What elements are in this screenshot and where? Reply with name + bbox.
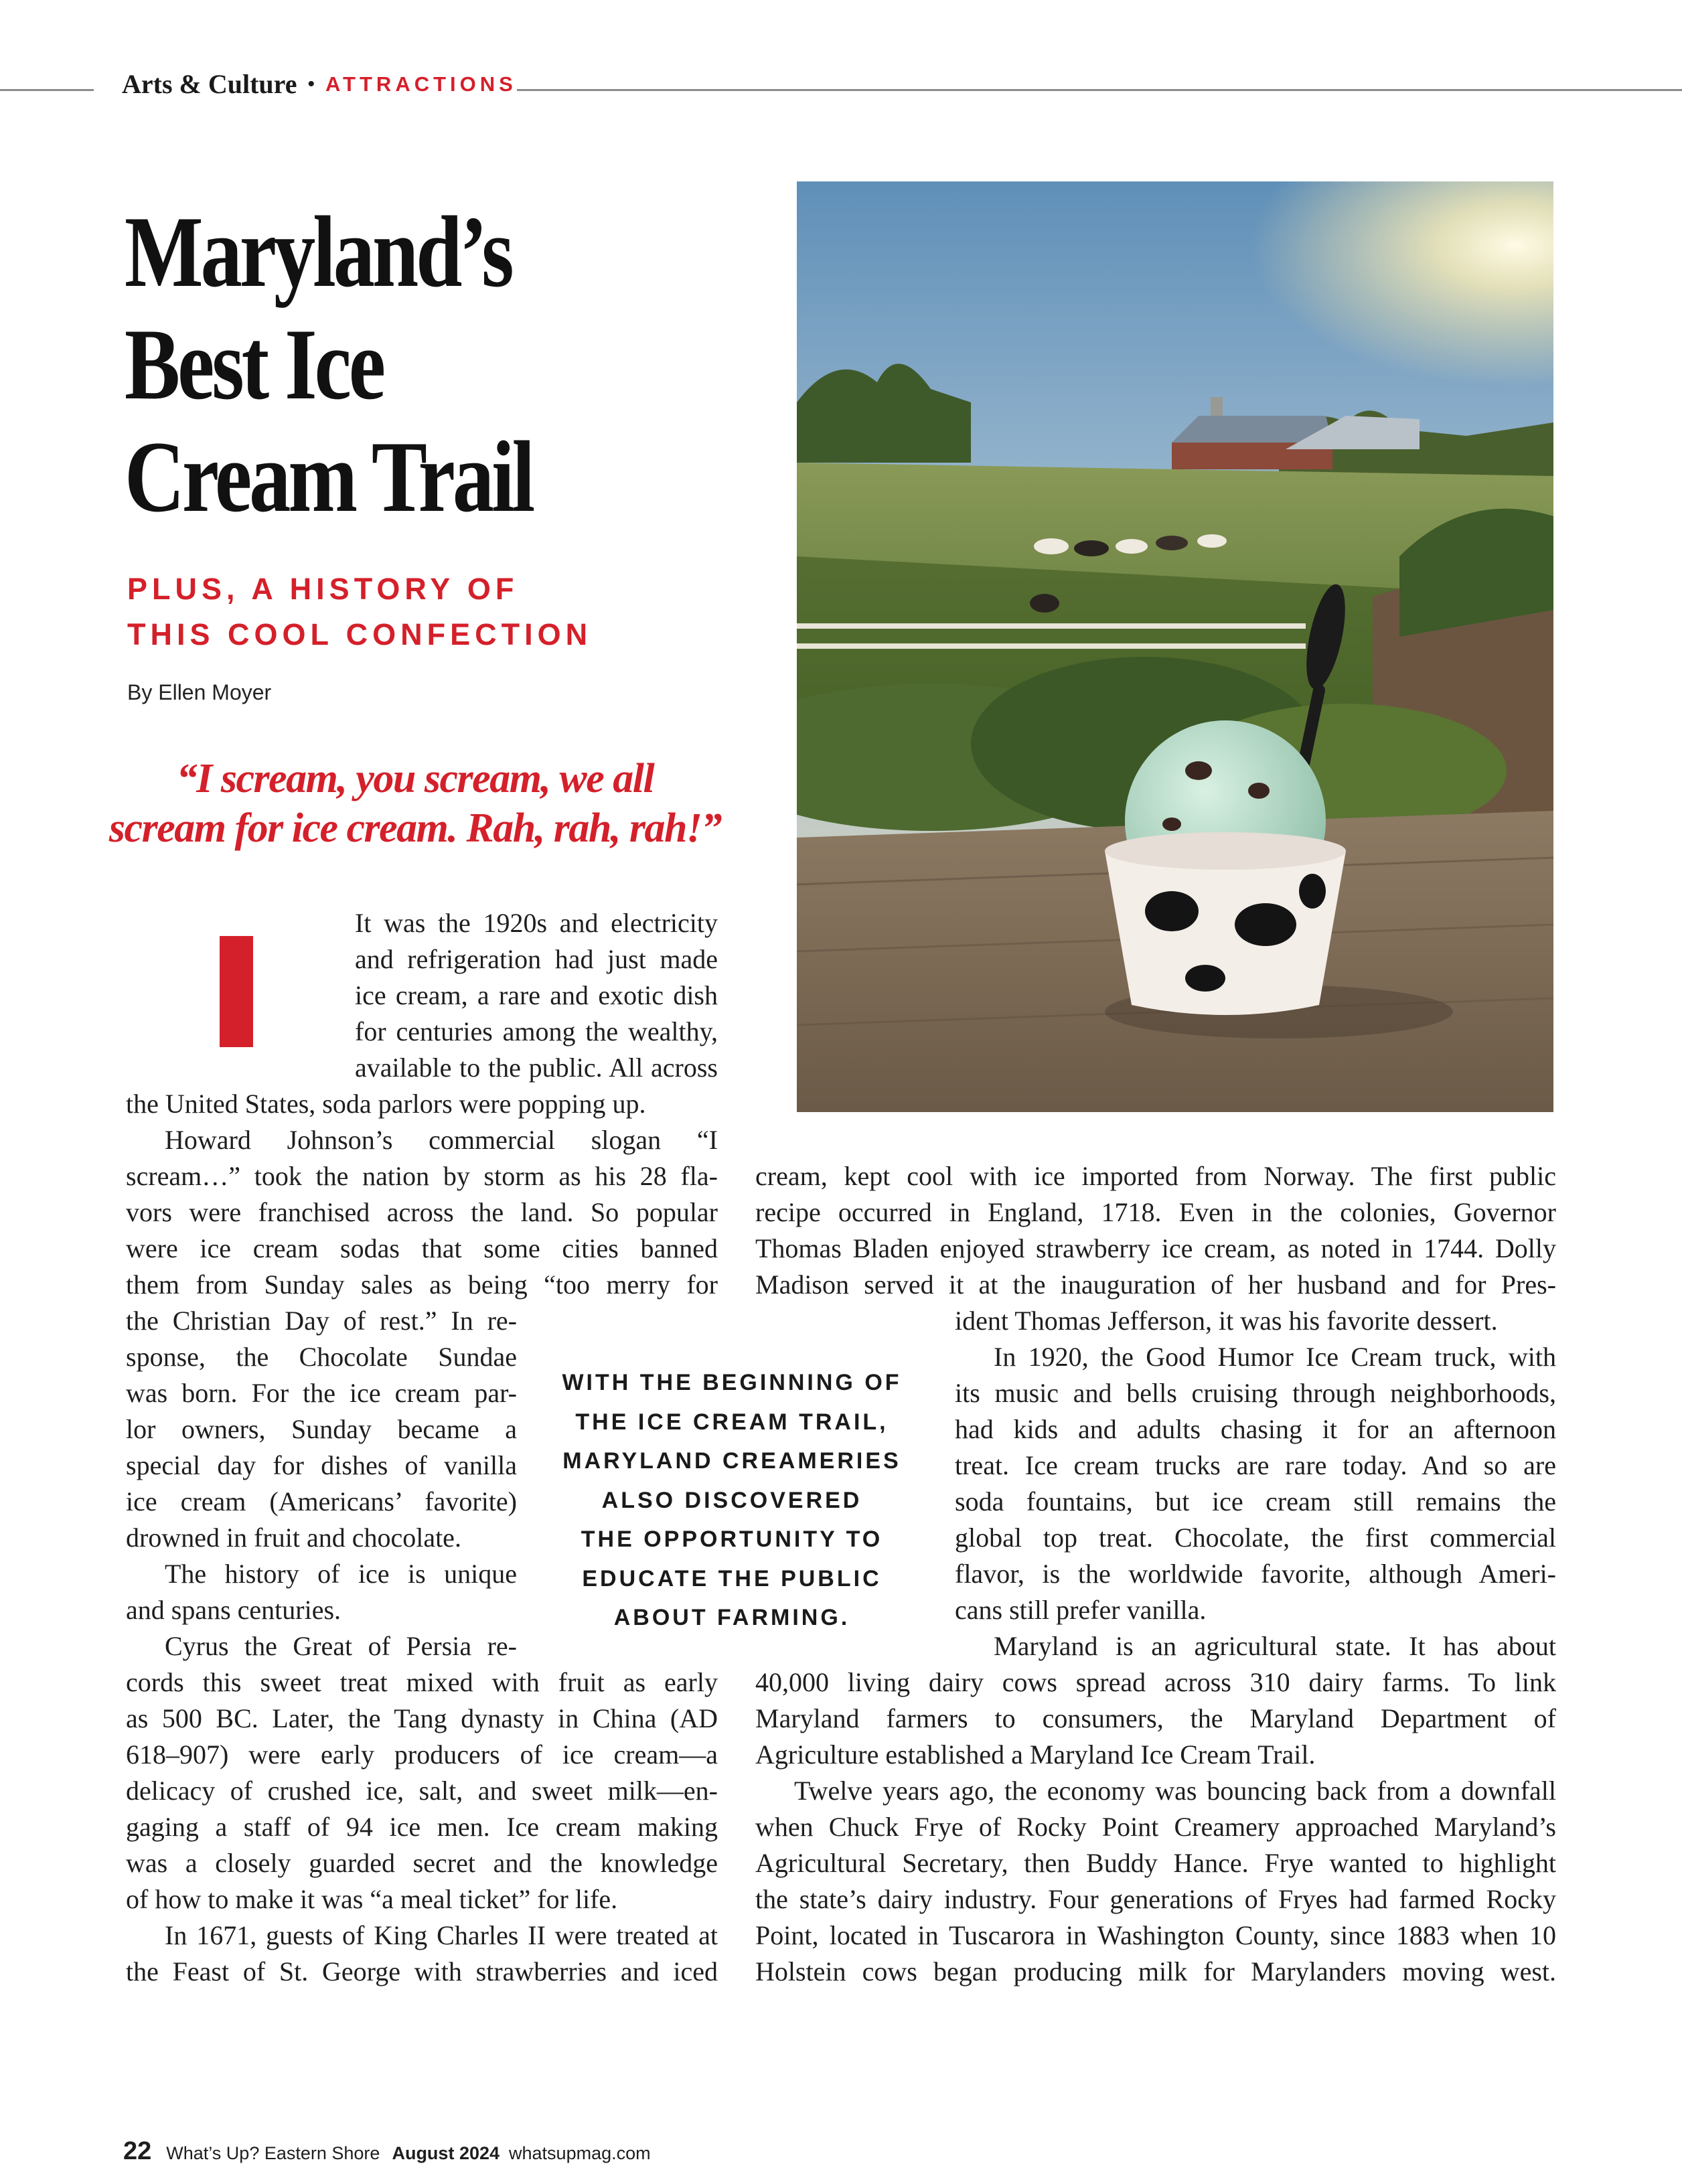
- body-line: It was the 1920s and electricity: [355, 908, 718, 938]
- pull-quote-line: “I scream, you scream, we all: [176, 756, 654, 801]
- body-line: the United States, soda parlors were popping up.: [126, 1089, 646, 1119]
- body-line: Agriculture established a Maryland Ice Cream Trail.: [755, 1739, 1316, 1770]
- subsection-label: ATTRACTIONS: [325, 72, 517, 96]
- body-line: soda fountains, but ice cream still remains the: [955, 1486, 1556, 1516]
- body-line: Twelve years ago, the economy was bouncing back from a downfall: [794, 1776, 1556, 1806]
- subtitle-line: THIS COOL CONFECTION: [127, 617, 593, 651]
- body-line: Maryland is an agricultural state. It has about: [994, 1631, 1556, 1661]
- body-line: were ice cream sodas that some cities banned: [126, 1233, 718, 1263]
- title-line: Best Ice: [125, 308, 383, 420]
- body-line: global top treat. Chocolate, the first commercial: [955, 1523, 1556, 1553]
- body-line: 618–907) were early producers of ice cream—a: [126, 1739, 718, 1770]
- pull-quote: [107, 754, 723, 853]
- body-line: had kids and adults chasing it for an afternoon: [955, 1414, 1556, 1444]
- body-line: the Christian Day of rest.” In re-: [126, 1306, 517, 1336]
- pull-quote-line: scream for ice cream. Rah, rah, rah!”: [108, 805, 722, 851]
- body-line: ice cream, a rare and exotic dish: [355, 980, 718, 1010]
- callout-line: ABOUT FARMING.: [613, 1605, 850, 1630]
- body-line: In 1671, guests of King Charles II were treated at: [165, 1920, 718, 1950]
- body-line: and refrigeration had just made: [355, 944, 718, 974]
- section-header: [122, 68, 517, 100]
- body-column-2-narrow: [955, 1303, 1556, 1664]
- header-rule-left: [0, 89, 94, 91]
- body-line: drowned in fruit and chocolate.: [126, 1523, 461, 1553]
- body-column-1-narrow: [126, 1303, 517, 1664]
- body-line: vors were franchised across the land. So popular: [126, 1197, 718, 1227]
- body-line: was a closely guarded secret and the knowledge: [126, 1848, 718, 1878]
- title-line: Cream Trail: [125, 420, 533, 533]
- body-line: Agricultural Secretary, then Buddy Hance. Frye wanted to highlight: [755, 1848, 1556, 1878]
- body-line: was born. For the ice cream par-: [126, 1378, 517, 1408]
- article-subtitle: [127, 566, 663, 657]
- body-line: In 1920, the Good Humor Ice Cream truck, with: [994, 1342, 1556, 1372]
- body-line: sponse, the Chocolate Sundae: [126, 1342, 517, 1372]
- callout-line: THE ICE CREAM TRAIL,: [575, 1409, 889, 1435]
- body-line: gaging a staff of 94 ice men. Ice cream making: [126, 1812, 718, 1842]
- body-column-1-dropcap: [355, 905, 718, 1086]
- magazine-url[interactable]: whatsupmag.com: [509, 2143, 651, 2163]
- title-line: Maryland’s: [125, 196, 512, 308]
- body-line: as 500 BC. Later, the Tang dynasty in China (AD: [126, 1703, 718, 1733]
- body-line: treat. Ice cream trucks are rare today. And so are: [955, 1450, 1556, 1480]
- body-line: available to the public. All across: [355, 1052, 718, 1083]
- body-line: recipe occurred in England, 1718. Even in the colonies, Governor: [755, 1197, 1556, 1227]
- body-column-1: [126, 1086, 718, 1303]
- body-line: cords this sweet treat mixed with fruit as early: [126, 1667, 718, 1697]
- body-line: lor owners, Sunday became a: [126, 1414, 517, 1444]
- section-separator: •: [307, 72, 315, 95]
- body-line: scream…” took the nation by storm as his 28 fla-: [126, 1161, 718, 1191]
- body-line: the Feast of St. George with strawberries and iced: [126, 1956, 718, 1986]
- body-line: the state’s dairy industry. Four generations of Fryes had farmed Rocky: [755, 1884, 1556, 1914]
- body-column-2: [755, 1158, 1556, 1303]
- byline: By Ellen Moyer: [127, 680, 272, 704]
- body-line: cans still prefer vanilla.: [955, 1595, 1207, 1625]
- body-column-2-lower: [755, 1664, 1556, 1990]
- page-number: 22: [123, 2137, 152, 2165]
- callout-line: MARYLAND CREAMERIES: [562, 1448, 901, 1474]
- body-line: Madison served it at the inauguration of her husband and for Pres-: [755, 1269, 1556, 1300]
- callout-line: ALSO DISCOVERED: [601, 1487, 862, 1513]
- body-line: of how to make it was “a meal ticket” for life.: [126, 1884, 618, 1914]
- ice-cream-photo: [797, 181, 1553, 1112]
- article-title: [125, 196, 619, 533]
- callout-line: WITH THE BEGINNING OF: [562, 1370, 902, 1395]
- issue-date: August 2024: [392, 2143, 500, 2163]
- body-line: Cyrus the Great of Persia re-: [165, 1631, 517, 1661]
- body-line: 40,000 living dairy cows spread across 310 dairy farms. To link: [755, 1667, 1556, 1697]
- photo-illustration: [797, 181, 1553, 1112]
- page-footer: [123, 2137, 651, 2166]
- callout-line: EDUCATE THE PUBLIC: [582, 1565, 882, 1591]
- body-line: Holstein cows began producing milk for Marylanders moving west.: [755, 1956, 1556, 1986]
- body-line: them from Sunday sales as being “too merry for: [126, 1269, 718, 1300]
- body-line: when Chuck Frye of Rocky Point Creamery approached Maryland’s: [755, 1812, 1556, 1842]
- header-rule-right: [517, 89, 1682, 91]
- body-line: The history of ice is unique: [165, 1559, 517, 1589]
- body-line: Maryland farmers to consumers, the Maryland Department of: [755, 1703, 1556, 1733]
- body-line: flavor, is the worldwide favorite, although Ameri-: [955, 1559, 1556, 1589]
- body-line: its music and bells cruising through neighborhoods,: [955, 1378, 1556, 1408]
- magazine-name: What’s Up? Eastern Shore: [166, 2143, 380, 2163]
- body-line: for centuries among the wealthy,: [355, 1016, 718, 1046]
- callout-line: THE OPPORTUNITY TO: [581, 1527, 883, 1552]
- body-line: delicacy of crushed ice, salt, and sweet milk—en-: [126, 1776, 718, 1806]
- body-line: and spans centuries.: [126, 1595, 341, 1625]
- body-line: Point, located in Tuscarora in Washington County, since 1883 when 10: [755, 1920, 1556, 1950]
- callout-quote: [541, 1363, 923, 1638]
- dropcap-letter: [220, 936, 253, 1047]
- body-line: ident Thomas Jefferson, it was his favorite dessert.: [955, 1306, 1498, 1336]
- body-line: Thomas Bladen enjoyed strawberry ice cream, as noted in 1744. Dolly: [755, 1233, 1556, 1263]
- body-column-1-lower: [126, 1664, 718, 1990]
- section-label: Arts & Culture: [122, 69, 297, 99]
- body-line: cream, kept cool with ice imported from Norway. The first public: [755, 1161, 1556, 1191]
- body-line: ice cream (Americans’ favorite): [126, 1486, 517, 1516]
- body-line: special day for dishes of vanilla: [126, 1450, 517, 1480]
- subtitle-line: PLUS, A HISTORY OF: [127, 572, 519, 606]
- body-line: Howard Johnson’s commercial slogan “I: [165, 1125, 718, 1155]
